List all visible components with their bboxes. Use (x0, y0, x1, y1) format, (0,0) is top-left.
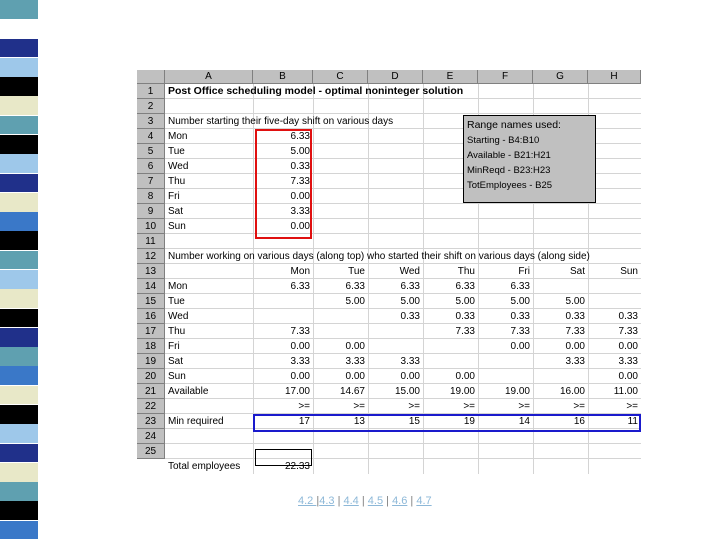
working-day-header[interactable]: Sun (620, 266, 638, 277)
stripe-block (0, 116, 38, 136)
working-cell[interactable]: 7.33 (455, 326, 475, 337)
row-header[interactable]: 3 (137, 114, 165, 129)
row-header[interactable]: 2 (137, 99, 165, 114)
separator: | (316, 495, 320, 507)
row12-label[interactable]: Number working on various days (along top) who started their shift on various days (along side) (168, 251, 590, 262)
stripe-block (0, 19, 38, 39)
stripe-block (0, 289, 38, 309)
working-cell[interactable]: 3.33 (290, 356, 310, 367)
starting-value-cell[interactable]: 0.00 (290, 191, 310, 202)
working-day-header[interactable]: Mon (290, 266, 310, 277)
stripe-block (0, 386, 38, 406)
working-cell[interactable]: 5.00 (345, 296, 365, 307)
working-cell[interactable]: 6.33 (290, 281, 310, 292)
link-4-3[interactable]: 4.3 (319, 495, 335, 507)
row-header[interactable]: 8 (137, 189, 165, 204)
constraint-sign-cell[interactable]: >= (463, 401, 475, 412)
total-employees-value[interactable]: 22.33 (284, 461, 310, 472)
working-row-label[interactable]: Fri (168, 341, 180, 352)
working-cell[interactable]: 0.00 (345, 341, 365, 352)
decorative-stripe (0, 0, 38, 540)
row-header[interactable]: 13 (137, 264, 165, 279)
stripe-block (0, 444, 38, 464)
working-cell[interactable]: 6.33 (345, 281, 365, 292)
stripe-block (0, 39, 38, 59)
constraint-sign-cell[interactable]: >= (298, 401, 310, 412)
working-cell[interactable]: 5.00 (400, 296, 420, 307)
range-name-item: Starting - B4:B10 (467, 135, 540, 146)
working-cell[interactable]: 6.33 (400, 281, 420, 292)
row-header[interactable]: 22 (137, 399, 165, 414)
row-header[interactable]: 20 (137, 369, 165, 384)
column-header-A[interactable]: A (165, 70, 253, 84)
range-name-item: TotEmployees - B25 (467, 180, 553, 191)
constraint-sign-cell[interactable]: >= (353, 401, 365, 412)
min-required-cell[interactable]: 14 (518, 416, 530, 427)
stripe-block (0, 501, 38, 521)
working-cell[interactable]: 0.33 (510, 311, 530, 322)
constraint-sign-cell[interactable]: >= (573, 401, 585, 412)
working-cell[interactable]: 7.33 (618, 326, 638, 337)
min-required-outline (253, 414, 641, 432)
row-header[interactable]: 14 (137, 279, 165, 294)
working-cell[interactable]: 0.00 (565, 341, 585, 352)
available-label[interactable]: Available (168, 386, 209, 397)
column-header-F[interactable]: F (478, 70, 533, 84)
working-cell[interactable]: 0.00 (510, 341, 530, 352)
starting-day-label[interactable]: Thu (168, 176, 186, 187)
row-header[interactable]: 25 (137, 444, 165, 459)
range-name-item: MinReqd - B23:H23 (467, 165, 551, 176)
starting-value-cell[interactable]: 0.00 (290, 221, 310, 232)
working-cell[interactable]: 0.00 (618, 371, 638, 382)
min-required-cell[interactable]: 19 (463, 416, 475, 427)
working-cell[interactable]: 0.00 (455, 371, 475, 382)
stripe-block (0, 424, 38, 444)
min-required-cell[interactable]: 15 (408, 416, 420, 427)
row-header[interactable]: 21 (137, 384, 165, 399)
available-cell[interactable]: 16.00 (559, 386, 585, 397)
row-header[interactable]: 24 (137, 429, 165, 444)
starting-value-cell[interactable]: 3.33 (290, 206, 310, 217)
working-cell[interactable]: 5.00 (455, 296, 475, 307)
link-4-7[interactable]: 4.7 (416, 495, 432, 507)
working-cell[interactable]: 0.33 (400, 311, 420, 322)
row3-label[interactable]: Number starting their five-day shift on various days (168, 116, 394, 127)
available-cell[interactable]: 19.00 (504, 386, 530, 397)
constraint-sign-cell[interactable]: >= (518, 401, 530, 412)
link-4-6[interactable]: 4.6 (392, 495, 408, 507)
row-header[interactable]: 5 (137, 144, 165, 159)
link-4-2[interactable]: 4.2 (298, 495, 317, 507)
column-header-B[interactable]: B (253, 70, 313, 84)
stripe-block (0, 135, 38, 155)
working-cell[interactable]: 3.33 (618, 356, 638, 367)
sheet-title[interactable]: Post Office scheduling model - optimal noninteger solution (168, 85, 464, 97)
working-cell[interactable]: 6.33 (455, 281, 475, 292)
stripe-block (0, 77, 38, 97)
working-cell[interactable]: 3.33 (400, 356, 420, 367)
min-required-cell[interactable]: 17 (298, 416, 310, 427)
range-names-box (463, 115, 596, 203)
starting-range-outline (255, 129, 312, 239)
row-header[interactable]: 23 (137, 414, 165, 429)
available-cell[interactable]: 14.67 (339, 386, 365, 397)
row-header[interactable]: 7 (137, 174, 165, 189)
working-row-label[interactable]: Sun (168, 371, 186, 382)
stripe-block (0, 96, 38, 116)
min-required-label[interactable]: Min required (168, 416, 224, 427)
working-day-header[interactable]: Tue (348, 266, 365, 277)
stripe-block (0, 463, 38, 483)
working-row-label[interactable]: Wed (168, 311, 189, 322)
row-header[interactable]: 6 (137, 159, 165, 174)
row-header[interactable]: 12 (137, 249, 165, 264)
separator: | (361, 495, 365, 507)
working-cell[interactable]: 7.33 (510, 326, 530, 337)
column-header-C[interactable]: C (313, 70, 368, 84)
working-row-label[interactable]: Thu (168, 326, 186, 337)
spreadsheet (137, 70, 641, 470)
stripe-block (0, 270, 38, 290)
constraint-sign-cell[interactable]: >= (626, 401, 638, 412)
working-day-header[interactable]: Fri (518, 266, 530, 277)
stripe-block (0, 347, 38, 367)
total-employees-label[interactable]: Total employees (168, 461, 241, 472)
stripe-block (0, 212, 38, 232)
row-header[interactable]: 18 (137, 339, 165, 354)
link-4-5[interactable]: 4.5 (367, 495, 384, 507)
stripe-block (0, 174, 38, 194)
row-header[interactable]: 19 (137, 354, 165, 369)
row-header[interactable]: 4 (137, 129, 165, 144)
working-cell[interactable]: 0.00 (618, 341, 638, 352)
starting-value-cell[interactable]: 0.33 (290, 161, 310, 172)
gridline (165, 443, 641, 444)
range-name-item: Available - B21:H21 (467, 150, 551, 161)
starting-day-label[interactable]: Sun (168, 221, 186, 232)
starting-day-label[interactable]: Wed (168, 161, 189, 172)
starting-day-label[interactable]: Sat (168, 206, 184, 217)
row-header[interactable]: 16 (137, 309, 165, 324)
total-employees-outline (255, 449, 312, 466)
working-row-label[interactable]: Mon (168, 281, 188, 292)
working-cell[interactable]: 3.33 (345, 356, 365, 367)
row-header[interactable]: 10 (137, 219, 165, 234)
stripe-block (0, 309, 38, 329)
row-header[interactable]: 15 (137, 294, 165, 309)
separator: | (410, 495, 414, 507)
select-all-corner[interactable] (137, 70, 165, 84)
separator: | (386, 495, 389, 507)
footer-links (298, 495, 432, 507)
stripe-block (0, 193, 38, 213)
working-cell[interactable]: 0.33 (565, 311, 585, 322)
column-header-H[interactable]: H (588, 70, 641, 84)
stripe-block (0, 58, 38, 78)
starting-value-cell[interactable]: 6.33 (290, 131, 310, 142)
column-header-E[interactable]: E (423, 70, 478, 84)
stripe-block (0, 0, 38, 20)
available-cell[interactable]: 11.00 (613, 386, 638, 397)
working-cell[interactable]: 5.00 (510, 296, 530, 307)
working-cell[interactable]: 0.00 (345, 371, 365, 382)
working-row-label[interactable]: Tue (168, 296, 185, 307)
range-names-title: Range names used: (467, 119, 561, 131)
row-header[interactable]: 1 (137, 84, 165, 99)
min-required-cell[interactable]: 16 (573, 416, 585, 427)
stripe-block (0, 154, 38, 174)
working-cell[interactable]: 0.33 (618, 311, 638, 322)
min-required-cell[interactable]: 11 (627, 416, 638, 427)
starting-value-cell[interactable]: 5.00 (290, 146, 310, 157)
column-header-G[interactable]: G (533, 70, 588, 84)
working-cell[interactable]: 7.33 (565, 326, 585, 337)
working-day-header[interactable]: Wed (399, 266, 420, 277)
working-cell[interactable]: 3.33 (565, 356, 585, 367)
row-header[interactable]: 11 (137, 234, 165, 249)
separator: | (337, 495, 341, 507)
working-row-label[interactable]: Sat (168, 356, 184, 367)
working-cell[interactable]: 0.00 (290, 371, 310, 382)
column-header-D[interactable]: D (368, 70, 423, 84)
stripe-block (0, 328, 38, 348)
available-cell[interactable]: 17.00 (284, 386, 310, 397)
working-cell[interactable]: 5.00 (565, 296, 585, 307)
row-header[interactable]: 9 (137, 204, 165, 219)
starting-day-label[interactable]: Mon (168, 131, 188, 142)
working-cell[interactable]: 0.00 (290, 341, 310, 352)
constraint-sign-cell[interactable]: >= (408, 401, 420, 412)
working-cell[interactable]: 6.33 (510, 281, 530, 292)
starting-day-label[interactable]: Fri (168, 191, 180, 202)
working-cell[interactable]: 7.33 (290, 326, 310, 337)
stripe-block (0, 405, 38, 425)
starting-day-label[interactable]: Tue (168, 146, 185, 157)
available-cell[interactable]: 19.00 (449, 386, 475, 397)
working-cell[interactable]: 0.00 (400, 371, 420, 382)
working-day-header[interactable]: Thu (457, 266, 475, 277)
stripe-block (0, 521, 38, 540)
stripe-block (0, 482, 38, 502)
stripe-block (0, 251, 38, 271)
row-header[interactable]: 17 (137, 324, 165, 339)
link-4-4[interactable]: 4.4 (343, 495, 359, 507)
starting-value-cell[interactable]: 7.33 (290, 176, 310, 187)
working-day-header[interactable]: Sat (569, 266, 585, 277)
min-required-cell[interactable]: 13 (353, 416, 365, 427)
available-cell[interactable]: 15.00 (394, 386, 420, 397)
stripe-block (0, 366, 38, 386)
stripe-block (0, 231, 38, 251)
working-cell[interactable]: 0.33 (455, 311, 475, 322)
